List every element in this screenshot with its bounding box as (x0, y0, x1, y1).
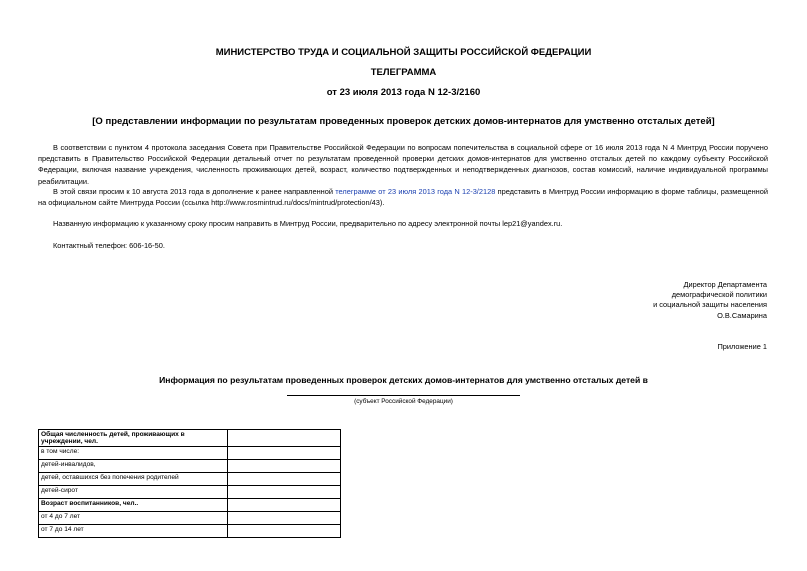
table-row-value-cell[interactable] (228, 447, 341, 460)
paragraph-4: Контактный телефон: 606-16-50. (53, 241, 165, 250)
ministry-heading: МИНИСТЕРСТВО ТРУДА И СОЦИАЛЬНОЙ ЗАЩИТЫ РОССИЙСКОЙ ФЕДЕРАЦИИ (215, 47, 592, 58)
document-subject: [О представлении информации по результатам проведенных проверок детских домов-интернатов для умственно отсталых детей] (92, 116, 715, 127)
paragraph-2-end: представить в Минтруд России информацию в форме таблицы, размещенной на официальном сайте Минтруда России (ссылка http://www.rosmintrud.ru/docs/mintrud/protection/43). (38, 187, 768, 208)
table-row (39, 499, 341, 512)
table-row-value-cell[interactable] (228, 430, 341, 447)
table-row-label: детей-сирот (39, 486, 228, 499)
paragraph-1: В соответствии с пунктом 4 протокола заседания Совета при Правительстве Российской Федерации по вопросам попечительства в социальной сфере от 16 июля 2013 года N 4 Минтруд России поручено представить в Правительство Российской Федерации детальный отчет по результатам проведенной проверки детских домов-интернатов для умственно отсталых детей по каждому субъекту Российской Федерации, включая название учреждения, численность проживающих детей, возраст, количество подтвержденных и неподтвержденных диагнозов, состав комиссий, наличие индивидуальной программы реабилитации. (38, 143, 768, 186)
table-row-value-cell[interactable] (228, 460, 341, 473)
table-row (39, 430, 341, 447)
subject-fill-line (287, 395, 520, 396)
table-row (39, 512, 341, 525)
table-row-label: детей-инвалидов, (39, 460, 228, 473)
table-row-value-cell[interactable] (228, 473, 341, 486)
signature-name: О.В.Самарина (717, 310, 767, 320)
table-row-label: в том числе: (39, 447, 228, 460)
table-row-value-cell[interactable] (228, 512, 341, 525)
table-row-label: от 4 до 7 лет (39, 512, 228, 525)
paragraph-2-start: В этой связи просим к 10 августа 2013 года в дополнение к ранее направленной (53, 187, 336, 196)
signature-block (467, 280, 767, 321)
signature-line-1: Директор Департамента (683, 280, 767, 289)
info-table (38, 429, 341, 538)
telegram-link[interactable]: телеграмме от 23 июля 2013 года N 12-3/2128 (335, 187, 496, 196)
table-row (39, 486, 341, 499)
signature-line-2: демографической политики (671, 290, 767, 300)
table-row-value-cell[interactable] (228, 499, 341, 512)
document-type: ТЕЛЕГРАММА (370, 67, 437, 78)
table-row-label: от 7 до 14 лет (39, 525, 228, 538)
table-row-label: Возраст воспитанников, чел.. (39, 499, 228, 512)
table-row (39, 525, 341, 538)
paragraph-2 (38, 186, 768, 208)
table-row (39, 447, 341, 460)
table-row-label: Общая численность детей, проживающих в учреждении, чел. (39, 430, 228, 447)
table-row-value-cell[interactable] (228, 525, 341, 538)
appendix-label: Приложение 1 (717, 342, 767, 351)
table-row-label: детей, оставшихся без попечения родителей (39, 473, 228, 486)
subject-caption: (субъект Российской Федерации) (354, 398, 453, 405)
paragraph-3: Названную информацию к указанному сроку просим направить в Минтруд России, предварительно по адресу электронной почты lep21@yandex.ru. (53, 219, 563, 228)
table-row-value-cell[interactable] (228, 486, 341, 499)
document-date: от 23 июля 2013 года N 12-3/2160 (326, 87, 481, 98)
table-row (39, 473, 341, 486)
table-title: Информация по результатам проведенных проверок детских домов-интернатов для умственно отсталых детей в (159, 375, 648, 385)
signature-line-3: и социальной защиты населения (653, 300, 767, 310)
table-row (39, 460, 341, 473)
